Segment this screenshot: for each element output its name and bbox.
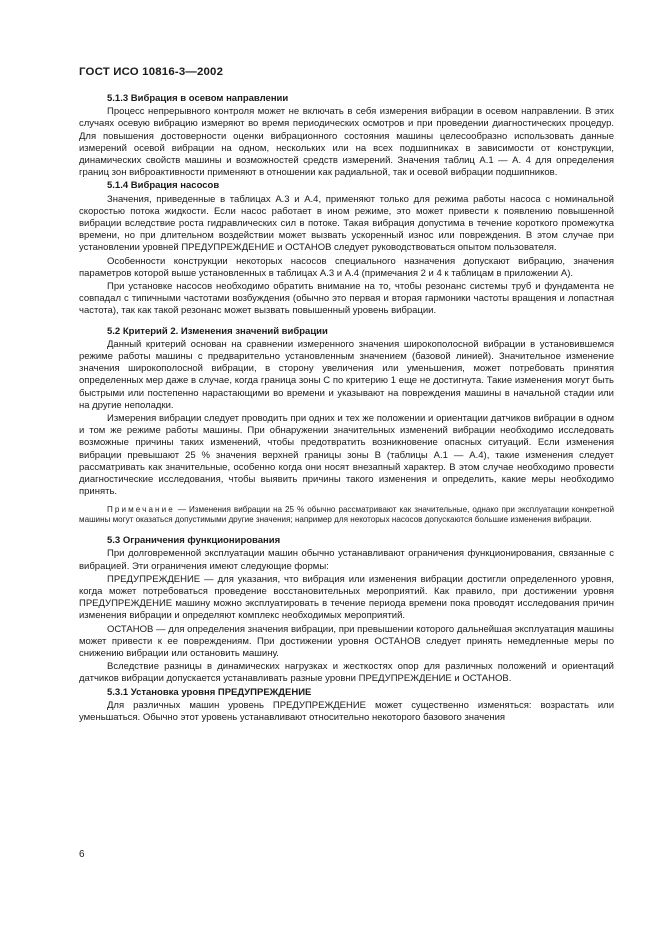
section-heading: 5.1.4 Вибрация насосов [107, 180, 220, 192]
paragraph: ОСТАНОВ — для определения значения вибрации, при превышении которого дальнейшая эксплуатация машины может привести к ее повреждениям. При достижении уровня ОСТАНОВ следует принять немедленные меры по снижению вибрации или остановить машину. [79, 623, 614, 659]
paragraph: Особенности конструкции некоторых насосов специального назначения допускают вибрацию, значения параметров которой выше установленных в таблицах А.3 и А.4 (примечания 2 и 4 к таблицам в приложении А). [79, 255, 614, 279]
document-body [79, 93, 614, 724]
section-heading: 5.3.1 Установка уровня ПРЕДУПРЕЖДЕНИЕ [107, 686, 312, 698]
section-heading: 5.3 Ограничения функционирования [107, 535, 281, 547]
document-header: ГОСТ ИСО 10816-3—2002 [79, 66, 224, 78]
section-heading: 5.1.3 Вибрация в осевом направлении [107, 93, 289, 104]
paragraph: ПРЕДУПРЕЖДЕНИЕ — для указания, что вибрация или изменения вибрации достигли определенного уровня, когда может потребоваться проведение восстановительных мероприятий. Как правило, при достижении уровня ПРЕДУПРЕЖДЕНИЕ машину можно эксплуатировать в течение периода времени пока проводят исследования причин изменения вибрации и определяют комплекс необходимых мероприятий. [79, 573, 614, 622]
paragraph: При долговременной эксплуатации машин обычно устанавливают ограничения функционирования, связанные с вибрацией. Эти ограничения имеют следующие формы: [79, 548, 614, 572]
note [79, 505, 614, 527]
page-number: 6 [79, 849, 85, 860]
paragraph: Для различных машин уровень ПРЕДУПРЕЖДЕНИЕ может существенно изменяться: возрастать или уменьшаться. Обычно этот уровень устанавливают относительно некоторого базового значения [79, 699, 614, 723]
paragraph: Вследствие разницы в динамических нагрузках и жесткостях опор для различных положений и ориентаций датчиков вибрации допускается устанавливать разные уровни ПРЕДУПРЕЖДЕНИЕ и ОСТАНОВ. [79, 661, 614, 685]
paragraph: Измерения вибрации следует проводить при одних и тех же положении и ориентации датчиков вибрации в одном и том же режиме работы машины. При обнаружении значительных изменений вибрации необходимо исследовать возможные причины таких изменений, чтобы предотвратить возникновение опасных ситуаций. Если изменения вибрации превышают 25 % значения верхней границы зоны В (таблицы А.1 — А.4), такие изменения следует рассматривать как значительные, особенно когда они носят внезапный характер. В этом случае необходимо провести диагностические исследования, чтобы выявить причины такого изменения и определить, какие меры необходимо принять. [79, 413, 614, 498]
paragraph: Данный критерий основан на сравнении измеренного значения широкополосной вибрации в установившемся режиме работы машины с предварительно установленным значением (базовой линией). Значительное изменение значения широкополосной вибрации, в сторону увеличения или уменьшения, может потребовать принятия определенных мер даже в случае, когда граница зоны С по критерию 1 еще не достигнута. Такие изменения могут быть быстрыми или постепенно нарастающими во времени и указывают на повреждения машины в начальной стадии или на другие неполадки. [79, 338, 614, 411]
note-label: Примечание [107, 504, 175, 514]
paragraph: При установке насосов необходимо обратить внимание на то, чтобы резонанс системы труб и фундамента не совпадал с типичными частотами возбуждения (обычно это первая и вторая гармоники частоты вращения и лопастная частота), так как такой резонанс может вызвать повышенный уровень вибрации. [79, 281, 614, 317]
section-heading: 5.2 Критерий 2. Изменения значений вибрации [107, 325, 328, 337]
paragraph: Значения, приведенные в таблицах А.3 и А.4, применяют только для режима работы насоса с номинальной скоростью потока жидкости. Если насос работает в ином режиме, это может привести к появлению повышенной вибрации вследствие роста гидравлических сил в потоке. Такая вибрация допустима в течение короткого промежутка времени, но при длительном воздействии может вызвать ускоренный износ или повреждения. В этом случае при установлении уровней ПРЕДУПРЕЖДЕНИЕ и ОСТАНОВ следует руководствоваться опытом пользователя. [79, 193, 614, 254]
note-text: — Изменения вибрации на 25 % обычно рассматривают как значительные, однако при эксплуатации конкретной машины могут оказаться допустимыми другие значения; например для некоторых насосов допускаются большие изменения вибрации. [79, 504, 614, 525]
paragraph: Процесс непрерывного контроля может не включать в себя измерения вибрации в осевом направлении. В этих случаях осевую вибрацию измеряют во время периодических осмотров и при проведении диагностических процедур. Для повышения достоверности оценки вибрационного состояния машины целесообразно использовать данные измерений осевой вибрации на одном, нескольких или на всех подшипниках в зависимости от конструкции, динамических свойств машины и возможностей средств измерений. Значения таблиц А.1 — А. 4 для определения границ зон виброактивности применяют в отношении как радиальной, так и осевой вибрации подшипников. [79, 106, 614, 179]
